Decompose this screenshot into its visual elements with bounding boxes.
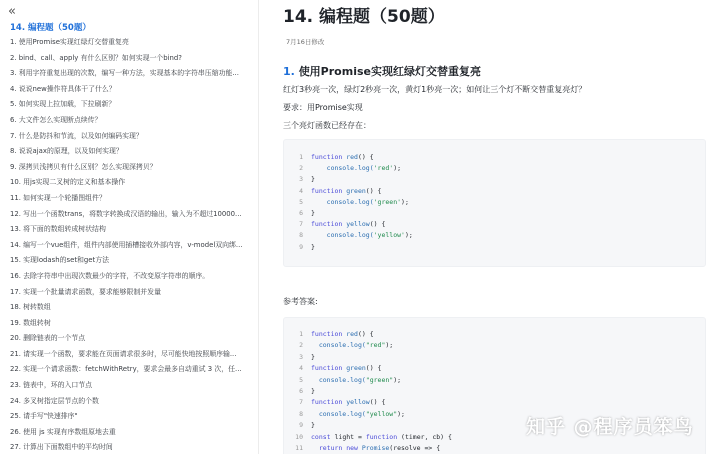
paragraph: 三个亮灯函数已经存在： <box>283 121 371 130</box>
code-line: 8 console.log("yellow"); <box>299 409 405 418</box>
paragraph: 要求：用Promise实现 <box>283 103 363 112</box>
toc-item[interactable]: 26. 使用 js 实现有序数组原地去重 <box>10 427 116 436</box>
toc-item[interactable]: 21. 请实现一个函数，要求能在页面请求很多时，尽可能快地按照顺序输... <box>10 349 237 358</box>
toc-item[interactable]: 19. 数组转树 <box>10 318 51 327</box>
code-line: 2 console.log("red"); <box>299 341 394 350</box>
toc-item[interactable]: 12. 写出一个函数trans，将数字转换成汉语的输出，输入为不超过10000... <box>10 209 242 218</box>
toc-item[interactable]: 15. 实现lodash的set和get方法 <box>10 256 110 265</box>
toc-item[interactable]: 16. 去除字符串中出现次数最少的字符，不改变原字符串的顺序。 <box>10 271 210 280</box>
toc-item[interactable]: 20. 删除链表的一个节点 <box>10 334 86 343</box>
toc-item[interactable]: 23. 链表中，环的入口节点 <box>10 381 93 390</box>
page-title: 14. 编程题（50题） <box>283 7 445 27</box>
toc-item[interactable]: 22. 实现一个请求函数：fetchWithRetry，要求会最多自动重试 3 次，任... <box>10 365 242 374</box>
code-line: 10 const light = function (timer, cb) { <box>295 432 452 441</box>
code-line: 1 function red() { <box>299 330 374 338</box>
section-title: 使用Promise实现红绿灯交替重复亮 <box>298 65 481 78</box>
toc-item[interactable]: 3. 利用字符重复出现的次数，编写一种方法，实现基本的字符串压缩功能... <box>10 69 239 78</box>
toc-item[interactable]: 4. 说说new操作符具体干了什么？ <box>10 84 116 93</box>
code-line: 11 return new Promise(resolve => { <box>295 443 441 452</box>
modified-date: 7月16日修改 <box>286 38 325 46</box>
code-line: 7 function yellow() { <box>299 398 386 407</box>
toc-item[interactable]: 13. 将下面的数组转成树状结构 <box>10 225 106 234</box>
toc-item[interactable]: 10. 用js实现二叉树的定义和基本操作 <box>10 178 126 187</box>
toc-item[interactable]: 24. 多叉树指定层节点的个数 <box>10 396 99 405</box>
code-line: 1 function red() { <box>299 153 374 161</box>
code-line: 9 } <box>299 421 315 430</box>
toc-list <box>10 22 250 454</box>
section-number: 1. <box>283 65 295 78</box>
code-line: 8 console.log('yellow'); <box>299 231 413 240</box>
sidebar-divider <box>258 0 259 454</box>
paragraph: 参考答案: <box>283 297 318 306</box>
toc-item[interactable]: 27. 计算出下面数组中的平均时间 <box>10 443 113 452</box>
code-line: 4 function green() { <box>299 186 382 195</box>
paragraph: 红灯3秒亮一次，绿灯2秒亮一次，黄灯1秒亮一次；如何让三个灯不断交替重复亮灯？ <box>283 85 587 94</box>
toc-item[interactable]: 11. 如何实现一个轮播图组件？ <box>10 193 106 202</box>
toc-item[interactable]: 2. bind、call、apply 有什么区别？如何实现一个bind? <box>10 53 182 62</box>
toc-item[interactable]: 8. 说说ajax的原理，以及如何实现？ <box>10 147 123 156</box>
toc-active-title[interactable]: 14. 编程题（50题） <box>10 23 91 33</box>
document-content <box>283 0 713 454</box>
code-line: 3 } <box>299 352 315 361</box>
toc-item[interactable]: 6. 大文件怎么实现断点续传？ <box>10 115 102 124</box>
toc-item[interactable]: 7. 什么是防抖和节流，以及如何编码实现？ <box>10 131 143 140</box>
toc-item[interactable]: 1. 使用Promise实现红绿灯交替重复亮 <box>10 38 129 46</box>
toc-item[interactable]: 17. 实现一个批量请求函数，要求能够限制并发量 <box>10 287 161 296</box>
toc-sidebar <box>0 0 255 454</box>
code-line: 7 function yellow() { <box>299 220 386 229</box>
code-line: 3 } <box>299 175 315 184</box>
code-line: 5 console.log("green"); <box>299 375 402 384</box>
toc-item[interactable]: 9. 深拷贝浅拷贝有什么区别？怎么实现深拷贝？ <box>10 162 157 171</box>
collapse-sidebar-icon[interactable]: « <box>8 4 16 19</box>
code-block[interactable] <box>283 139 706 267</box>
code-line: 6 } <box>299 386 315 395</box>
toc-item[interactable]: 5. 如何实现上拉加载，下拉刷新？ <box>10 100 116 109</box>
section-heading <box>283 63 481 79</box>
code-line: 2 console.log('red'); <box>299 164 402 173</box>
toc-item[interactable]: 14. 编写一个vue组件，组件内部使用插槽接收外部内容，v-model双向绑... <box>10 240 243 249</box>
code-line: 6 } <box>299 208 315 217</box>
code-line: 5 console.log('green'); <box>299 197 409 206</box>
zhihu-watermark: 知乎 @程序员笨鸟 <box>526 416 694 438</box>
toc-item[interactable]: 25. 请手写"快速排序" <box>10 412 78 421</box>
code-line: 4 function green() { <box>299 364 382 373</box>
toc-item[interactable]: 18. 树转数组 <box>10 303 51 312</box>
code-line: 9 } <box>299 242 315 251</box>
